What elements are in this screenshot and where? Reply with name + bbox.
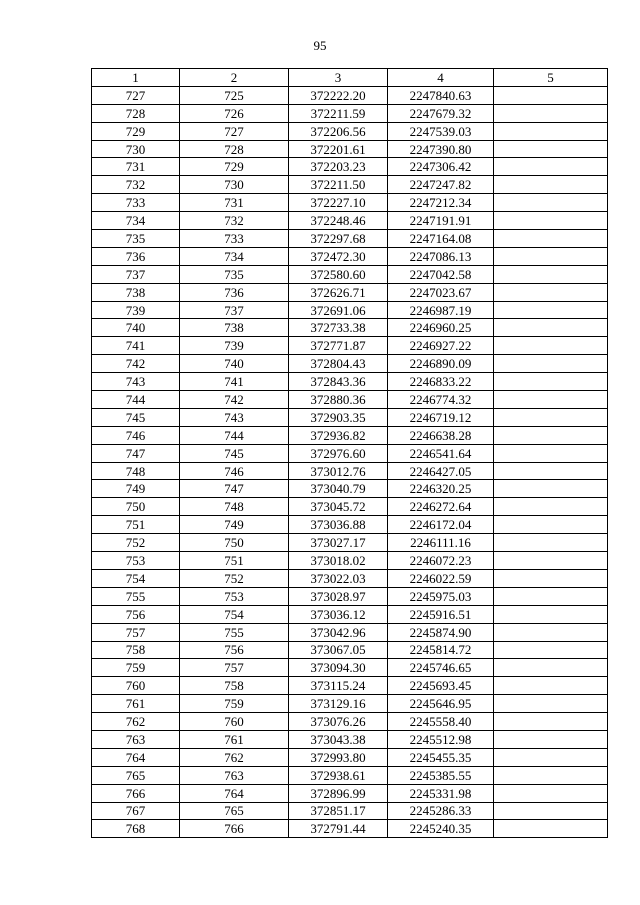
table-cell-col-2: 749 [180, 516, 289, 534]
table-row [92, 140, 608, 158]
table-cell-col-2: 757 [180, 659, 289, 677]
table-cell-col-4: 2246272.64 [388, 498, 494, 516]
table-cell-col-2: 760 [180, 713, 289, 731]
table-cell-col-4: 2246960.25 [388, 319, 494, 337]
table-cell-col-3: 372903.35 [289, 408, 388, 426]
table-cell-col-5 [494, 140, 608, 158]
table-cell-col-5 [494, 802, 608, 820]
table-cell-col-4: 2245693.45 [388, 677, 494, 695]
table-cell-col-3: 372993.80 [289, 748, 388, 766]
table-cell-col-3: 373036.12 [289, 605, 388, 623]
table-cell-col-2: 740 [180, 355, 289, 373]
table-cell-col-3: 373027.17 [289, 534, 388, 552]
table-cell-col-2: 765 [180, 802, 289, 820]
table-cell-col-3: 373036.88 [289, 516, 388, 534]
table-cell-col-2: 745 [180, 444, 289, 462]
table-row [92, 552, 608, 570]
table-row [92, 677, 608, 695]
table-cell-col-1: 758 [92, 641, 180, 659]
table-cell-col-4: 2245874.90 [388, 623, 494, 641]
table-row [92, 444, 608, 462]
table-row [92, 534, 608, 552]
table-cell-col-4: 2245385.55 [388, 766, 494, 784]
table-cell-col-2: 755 [180, 623, 289, 641]
table-cell-col-1: 729 [92, 122, 180, 140]
table-cell-col-1: 765 [92, 766, 180, 784]
table-cell-col-2: 753 [180, 587, 289, 605]
table-cell-col-1: 763 [92, 730, 180, 748]
table-cell-col-5 [494, 212, 608, 230]
table-cell-col-1: 756 [92, 605, 180, 623]
table-cell-col-1: 744 [92, 391, 180, 409]
table-cell-col-4: 2245240.35 [388, 820, 494, 838]
table-body [92, 86, 608, 837]
table-cell-col-5 [494, 784, 608, 802]
table-row [92, 230, 608, 248]
table-row [92, 265, 608, 283]
table-cell-col-1: 730 [92, 140, 180, 158]
table-cell-col-4: 2246022.59 [388, 569, 494, 587]
table-cell-col-3: 372626.71 [289, 283, 388, 301]
table-cell-col-2: 763 [180, 766, 289, 784]
table-cell-col-1: 737 [92, 265, 180, 283]
table-cell-col-5 [494, 766, 608, 784]
table-row [92, 587, 608, 605]
table-cell-col-5 [494, 373, 608, 391]
table-cell-col-1: 768 [92, 820, 180, 838]
table-cell-col-4: 2247306.42 [388, 158, 494, 176]
table-cell-col-5 [494, 641, 608, 659]
table-cell-col-3: 373045.72 [289, 498, 388, 516]
table-cell-col-1: 734 [92, 212, 180, 230]
header-cell-3: 3 [289, 69, 388, 87]
table-cell-col-2: 764 [180, 784, 289, 802]
table-cell-col-3: 373042.96 [289, 623, 388, 641]
table-cell-col-2: 742 [180, 391, 289, 409]
table-cell-col-4: 2246719.12 [388, 408, 494, 426]
table-cell-col-5 [494, 820, 608, 838]
table-cell-col-5 [494, 283, 608, 301]
table-cell-col-3: 373067.05 [289, 641, 388, 659]
table-cell-col-1: 761 [92, 695, 180, 713]
table-cell-col-4: 2245558.40 [388, 713, 494, 731]
table-cell-col-4: 2247539.03 [388, 122, 494, 140]
table-cell-col-3: 373028.97 [289, 587, 388, 605]
table-cell-col-5 [494, 569, 608, 587]
table-cell-col-5 [494, 659, 608, 677]
table-cell-col-3: 372580.60 [289, 265, 388, 283]
table-cell-col-1: 764 [92, 748, 180, 766]
table-row [92, 337, 608, 355]
table-cell-col-4: 2247390.80 [388, 140, 494, 158]
table-cell-col-3: 372211.59 [289, 104, 388, 122]
table-cell-col-1: 727 [92, 86, 180, 104]
header-cell-2: 2 [180, 69, 289, 87]
table-cell-col-5 [494, 552, 608, 570]
table-cell-col-5 [494, 176, 608, 194]
table-cell-col-2: 756 [180, 641, 289, 659]
table-cell-col-1: 746 [92, 426, 180, 444]
table-cell-col-1: 755 [92, 587, 180, 605]
table-row [92, 623, 608, 641]
table-cell-col-4: 2245746.65 [388, 659, 494, 677]
table-cell-col-1: 728 [92, 104, 180, 122]
table-cell-col-2: 733 [180, 230, 289, 248]
table-cell-col-1: 733 [92, 194, 180, 212]
table-row [92, 605, 608, 623]
table-cell-col-3: 373018.02 [289, 552, 388, 570]
table-cell-col-5 [494, 337, 608, 355]
table-cell-col-2: 725 [180, 86, 289, 104]
table-cell-col-4: 2245814.72 [388, 641, 494, 659]
table-cell-col-2: 761 [180, 730, 289, 748]
table-cell-col-2: 759 [180, 695, 289, 713]
table-cell-col-2: 747 [180, 480, 289, 498]
table-cell-col-4: 2247164.08 [388, 230, 494, 248]
table-cell-col-3: 372791.44 [289, 820, 388, 838]
table-row [92, 408, 608, 426]
table-cell-col-3: 372206.56 [289, 122, 388, 140]
table-cell-col-1: 732 [92, 176, 180, 194]
table-header [92, 69, 608, 87]
table-row [92, 319, 608, 337]
table-row [92, 730, 608, 748]
table-cell-col-4: 2247042.58 [388, 265, 494, 283]
table-cell-col-2: 744 [180, 426, 289, 444]
table-row [92, 194, 608, 212]
table-cell-col-1: 753 [92, 552, 180, 570]
table-cell-col-5 [494, 534, 608, 552]
table-cell-col-1: 751 [92, 516, 180, 534]
table-cell-col-4: 2247023.67 [388, 283, 494, 301]
table-cell-col-2: 730 [180, 176, 289, 194]
table-cell-col-3: 372936.82 [289, 426, 388, 444]
table-cell-col-2: 732 [180, 212, 289, 230]
table-row [92, 426, 608, 444]
table-cell-col-4: 2246774.32 [388, 391, 494, 409]
table-cell-col-3: 372976.60 [289, 444, 388, 462]
table-row [92, 784, 608, 802]
table-cell-col-5 [494, 444, 608, 462]
table-cell-col-5 [494, 104, 608, 122]
header-cell-5: 5 [494, 69, 608, 87]
table-cell-col-3: 372843.36 [289, 373, 388, 391]
table-row [92, 659, 608, 677]
table-cell-col-5 [494, 301, 608, 319]
table-cell-col-3: 372472.30 [289, 247, 388, 265]
table-cell-col-3: 372804.43 [289, 355, 388, 373]
table-cell-col-5 [494, 355, 608, 373]
table-row [92, 802, 608, 820]
table-cell-col-1: 740 [92, 319, 180, 337]
table-row [92, 713, 608, 731]
table-cell-col-4: 2245916.51 [388, 605, 494, 623]
table-cell-col-1: 738 [92, 283, 180, 301]
table-cell-col-2: 736 [180, 283, 289, 301]
table-cell-col-3: 372297.68 [289, 230, 388, 248]
table-cell-col-2: 741 [180, 373, 289, 391]
table-cell-col-1: 760 [92, 677, 180, 695]
table-cell-col-3: 373115.24 [289, 677, 388, 695]
table-cell-col-5 [494, 391, 608, 409]
table-row [92, 355, 608, 373]
table-cell-col-2: 728 [180, 140, 289, 158]
table-cell-col-4: 2247247.82 [388, 176, 494, 194]
table-cell-col-3: 372201.61 [289, 140, 388, 158]
table-cell-col-1: 767 [92, 802, 180, 820]
table-cell-col-1: 731 [92, 158, 180, 176]
table-cell-col-1: 745 [92, 408, 180, 426]
table-cell-col-5 [494, 122, 608, 140]
table-cell-col-5 [494, 462, 608, 480]
table-cell-col-5 [494, 730, 608, 748]
table-cell-col-4: 2246927.22 [388, 337, 494, 355]
table-row [92, 158, 608, 176]
table-row [92, 212, 608, 230]
table-row [92, 104, 608, 122]
table-cell-col-3: 372896.99 [289, 784, 388, 802]
table-cell-col-1: 741 [92, 337, 180, 355]
table-cell-col-2: 738 [180, 319, 289, 337]
table-cell-col-5 [494, 498, 608, 516]
table-row [92, 569, 608, 587]
table-row [92, 391, 608, 409]
table-cell-col-4: 2246172.04 [388, 516, 494, 534]
table-cell-col-5 [494, 748, 608, 766]
table-cell-col-5 [494, 230, 608, 248]
table-cell-col-1: 743 [92, 373, 180, 391]
table-cell-col-2: 758 [180, 677, 289, 695]
table-cell-col-5 [494, 516, 608, 534]
table-cell-col-3: 372938.61 [289, 766, 388, 784]
table-cell-col-4: 2247212.34 [388, 194, 494, 212]
table-row [92, 820, 608, 838]
table-cell-col-3: 372222.20 [289, 86, 388, 104]
table-cell-col-4: 2247679.32 [388, 104, 494, 122]
table-cell-col-5 [494, 695, 608, 713]
table-cell-col-4: 2246638.28 [388, 426, 494, 444]
page-number: 95 [313, 38, 327, 53]
table-cell-col-4: 2245646.95 [388, 695, 494, 713]
table-row [92, 516, 608, 534]
table-cell-col-3: 373040.79 [289, 480, 388, 498]
table-cell-col-1: 749 [92, 480, 180, 498]
table-cell-col-1: 766 [92, 784, 180, 802]
table-cell-col-4: 2246987.19 [388, 301, 494, 319]
table-cell-col-3: 372771.87 [289, 337, 388, 355]
table-cell-col-4: 2245512.98 [388, 730, 494, 748]
table-row [92, 462, 608, 480]
table-cell-col-2: 751 [180, 552, 289, 570]
table-cell-col-1: 735 [92, 230, 180, 248]
table-cell-col-1: 739 [92, 301, 180, 319]
table-row [92, 301, 608, 319]
table-cell-col-4: 2246072.23 [388, 552, 494, 570]
table-cell-col-2: 735 [180, 265, 289, 283]
table-cell-col-2: 734 [180, 247, 289, 265]
table-cell-col-2: 750 [180, 534, 289, 552]
table-cell-col-5 [494, 677, 608, 695]
table-cell-col-1: 747 [92, 444, 180, 462]
table-cell-col-2: 752 [180, 569, 289, 587]
table-row [92, 766, 608, 784]
table-cell-col-4: 2246833.22 [388, 373, 494, 391]
table-cell-col-5 [494, 319, 608, 337]
table-row [92, 176, 608, 194]
header-cell-4: 4 [388, 69, 494, 87]
table-cell-col-2: 729 [180, 158, 289, 176]
table-cell-col-1: 754 [92, 569, 180, 587]
table-cell-col-5 [494, 158, 608, 176]
table-cell-col-3: 373022.03 [289, 569, 388, 587]
table-cell-col-3: 373076.26 [289, 713, 388, 731]
table-cell-col-4: 2246541.64 [388, 444, 494, 462]
table-cell-col-3: 373012.76 [289, 462, 388, 480]
table-row [92, 86, 608, 104]
table-cell-col-2: 746 [180, 462, 289, 480]
table-cell-col-1: 750 [92, 498, 180, 516]
table-cell-col-2: 737 [180, 301, 289, 319]
coordinates-table [91, 68, 608, 838]
table-cell-col-4: 2245331.98 [388, 784, 494, 802]
table-cell-col-3: 373129.16 [289, 695, 388, 713]
table-cell-col-5 [494, 587, 608, 605]
table-cell-col-3: 373043.38 [289, 730, 388, 748]
table-cell-col-5 [494, 426, 608, 444]
table-cell-col-5 [494, 623, 608, 641]
table-cell-col-2: 731 [180, 194, 289, 212]
table-cell-col-2: 766 [180, 820, 289, 838]
table-cell-col-5 [494, 247, 608, 265]
table-cell-col-2: 748 [180, 498, 289, 516]
table-cell-col-5 [494, 86, 608, 104]
table-cell-col-1: 742 [92, 355, 180, 373]
table-cell-col-5 [494, 480, 608, 498]
table-cell-col-2: 726 [180, 104, 289, 122]
table-row [92, 122, 608, 140]
table-cell-col-4: 2246427.05 [388, 462, 494, 480]
table-cell-col-4: 2245455.35 [388, 748, 494, 766]
table-cell-col-4: 2245286.33 [388, 802, 494, 820]
table-cell-col-1: 757 [92, 623, 180, 641]
table-cell-col-1: 752 [92, 534, 180, 552]
table-cell-col-2: 727 [180, 122, 289, 140]
table-cell-col-5 [494, 713, 608, 731]
table-cell-col-3: 372733.38 [289, 319, 388, 337]
table-cell-col-4: 2245975.03 [388, 587, 494, 605]
table-cell-col-2: 739 [180, 337, 289, 355]
table-cell-col-2: 743 [180, 408, 289, 426]
table-cell-col-3: 372851.17 [289, 802, 388, 820]
table-row [92, 748, 608, 766]
table-cell-col-4: 2247840.63 [388, 86, 494, 104]
table-cell-col-1: 736 [92, 247, 180, 265]
table-cell-col-4: 2247191.91 [388, 212, 494, 230]
table-cell-col-3: 372211.50 [289, 176, 388, 194]
table-cell-col-3: 372248.46 [289, 212, 388, 230]
table-row [92, 283, 608, 301]
table-cell-col-3: 372227.10 [289, 194, 388, 212]
table-cell-col-1: 748 [92, 462, 180, 480]
table-cell-col-3: 373094.30 [289, 659, 388, 677]
table-cell-col-4: 2246320.25 [388, 480, 494, 498]
table-cell-col-3: 372203.23 [289, 158, 388, 176]
header-cell-1: 1 [92, 69, 180, 87]
table-cell-col-4: 2246890.09 [388, 355, 494, 373]
header-row [92, 69, 608, 87]
table-row [92, 641, 608, 659]
table-cell-col-2: 754 [180, 605, 289, 623]
table-cell-col-4: 2247086.13 [388, 247, 494, 265]
table-row [92, 247, 608, 265]
table-cell-col-1: 759 [92, 659, 180, 677]
table-cell-col-3: 372880.36 [289, 391, 388, 409]
table-cell-col-5 [494, 265, 608, 283]
table-cell-col-5 [494, 194, 608, 212]
table-cell-col-1: 762 [92, 713, 180, 731]
table-cell-col-2: 762 [180, 748, 289, 766]
table-cell-col-5 [494, 605, 608, 623]
table-cell-col-4: 2246111.16 [388, 534, 494, 552]
table-row [92, 480, 608, 498]
table-cell-col-5 [494, 408, 608, 426]
table-row [92, 373, 608, 391]
table-row [92, 695, 608, 713]
table-row [92, 498, 608, 516]
table-cell-col-3: 372691.06 [289, 301, 388, 319]
